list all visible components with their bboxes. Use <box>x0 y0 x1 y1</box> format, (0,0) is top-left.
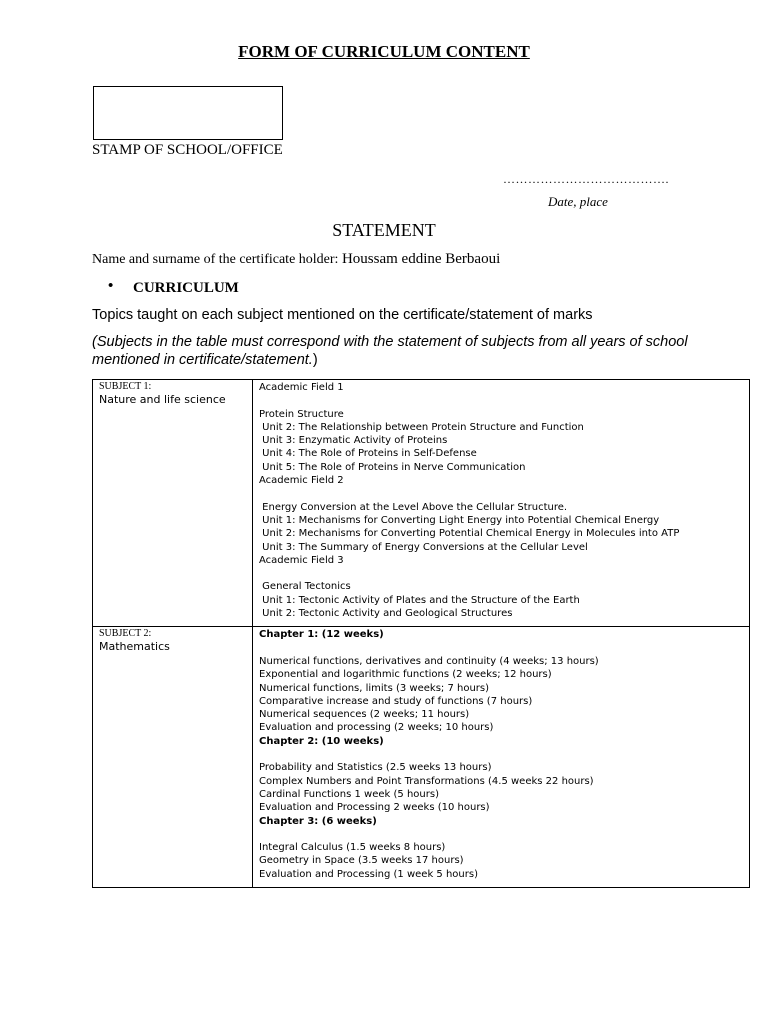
content-line <box>259 828 749 841</box>
holder-name: Houssam eddine Berbaoui <box>341 251 501 267</box>
date-place-line: …………………………………. <box>503 172 669 186</box>
content-line: Unit 2: Tectonic Activity and Geological Structures <box>259 608 513 620</box>
content-line <box>259 642 749 655</box>
content-line <box>259 567 749 580</box>
subject-row <box>93 380 750 627</box>
certificate-holder <box>92 251 500 268</box>
subject-content-cell <box>253 627 750 888</box>
content-line: Academic Field 1 <box>259 382 344 393</box>
content-line: Evaluation and Processing 2 weeks (10 hours) <box>259 802 490 814</box>
content-line: Unit 4: The Role of Proteins in Self-Defense <box>259 448 477 460</box>
subject-label: SUBJECT 1: <box>99 381 152 392</box>
content-line: Numerical functions, limits (3 weeks; 7 hours) <box>259 682 490 694</box>
content-line: Unit 2: The Relationship between Protein Structure and Function <box>259 421 584 433</box>
content-line <box>259 394 749 407</box>
content-line: Unit 3: The Summary of Energy Conversions at the Cellular Level <box>259 541 588 553</box>
content-line: General Tectonics <box>259 581 351 593</box>
content-line: Numerical sequences (2 weeks; 11 hours) <box>259 709 470 721</box>
bullet-icon: • <box>108 278 114 294</box>
statement-heading: STATEMENT <box>332 220 436 240</box>
chapter-heading: Chapter 2: (10 weeks) <box>259 735 384 747</box>
content-line: Evaluation and processing (2 weeks; 10 hours) <box>259 722 494 734</box>
subject-row <box>93 627 750 888</box>
chapter-heading: Chapter 3: (6 weeks) <box>259 815 377 827</box>
content-line: Energy Conversion at the Level Above the Cellular Structure. <box>259 501 568 513</box>
subject-name: Nature and life science <box>99 393 226 406</box>
content-line: Numerical functions, derivatives and continuity (4 weeks; 13 hours) <box>259 655 599 667</box>
content-line: Unit 5: The Role of Proteins in Nerve Communication <box>259 461 526 473</box>
content-line: Exponential and logarithmic functions (2 weeks; 12 hours) <box>259 669 552 681</box>
content-line <box>259 748 749 761</box>
content-line: Unit 1: Mechanisms for Converting Light Energy into Potential Chemical Energy <box>259 514 660 526</box>
content-line: Evaluation and Processing (1 week 5 hours) <box>259 868 478 880</box>
holder-label: Name and surname of the certificate holder: <box>92 252 342 267</box>
date-place-label: Date, place <box>548 194 608 209</box>
subject-label: SUBJECT 2: <box>99 628 152 640</box>
subject-content-cell <box>253 380 750 627</box>
curriculum-heading: CURRICULUM <box>133 280 239 296</box>
content-line: Unit 3: Enzymatic Activity of Proteins <box>259 435 448 447</box>
content-line: Complex Numbers and Point Transformations (4.5 weeks 22 hours) <box>259 775 594 787</box>
subject-name: Mathematics <box>99 640 170 654</box>
content-line: Cardinal Functions 1 week (5 hours) <box>259 788 439 800</box>
content-line: Protein Structure <box>259 408 344 420</box>
content-line: Integral Calculus (1.5 weeks 8 hours) <box>259 842 446 854</box>
stamp-box <box>93 86 283 140</box>
note-close: ) <box>312 352 318 368</box>
content-line: Academic Field 2 <box>259 475 344 487</box>
curriculum-table <box>92 379 750 888</box>
form-title: FORM OF CURRICULUM CONTENT <box>238 42 530 61</box>
content-line: Academic Field 3 <box>259 554 344 566</box>
chapter-heading: Chapter 1: (12 weeks) <box>259 629 384 641</box>
subject-cell <box>93 380 253 627</box>
table-note <box>92 333 692 369</box>
subject-cell <box>93 627 253 888</box>
content-line: Comparative increase and study of functions (7 hours) <box>259 695 533 707</box>
content-line <box>259 487 749 500</box>
topics-description: Topics taught on each subject mentioned on the certificate/statement of marks <box>92 307 593 323</box>
content-line: Unit 2: Mechanisms for Converting Potential Chemical Energy in Molecules into ATP <box>259 528 680 540</box>
content-line: Probability and Statistics (2.5 weeks 13 hours) <box>259 762 492 774</box>
note-text: (Subjects in the table must correspond with the statement of subjects from all years of school mentioned in certificate/statement. <box>92 334 688 368</box>
content-line: Unit 1: Tectonic Activity of Plates and the Structure of the Earth <box>259 594 580 606</box>
stamp-label: STAMP OF SCHOOL/OFFICE <box>92 142 283 158</box>
content-line: Geometry in Space (3.5 weeks 17 hours) <box>259 855 464 867</box>
